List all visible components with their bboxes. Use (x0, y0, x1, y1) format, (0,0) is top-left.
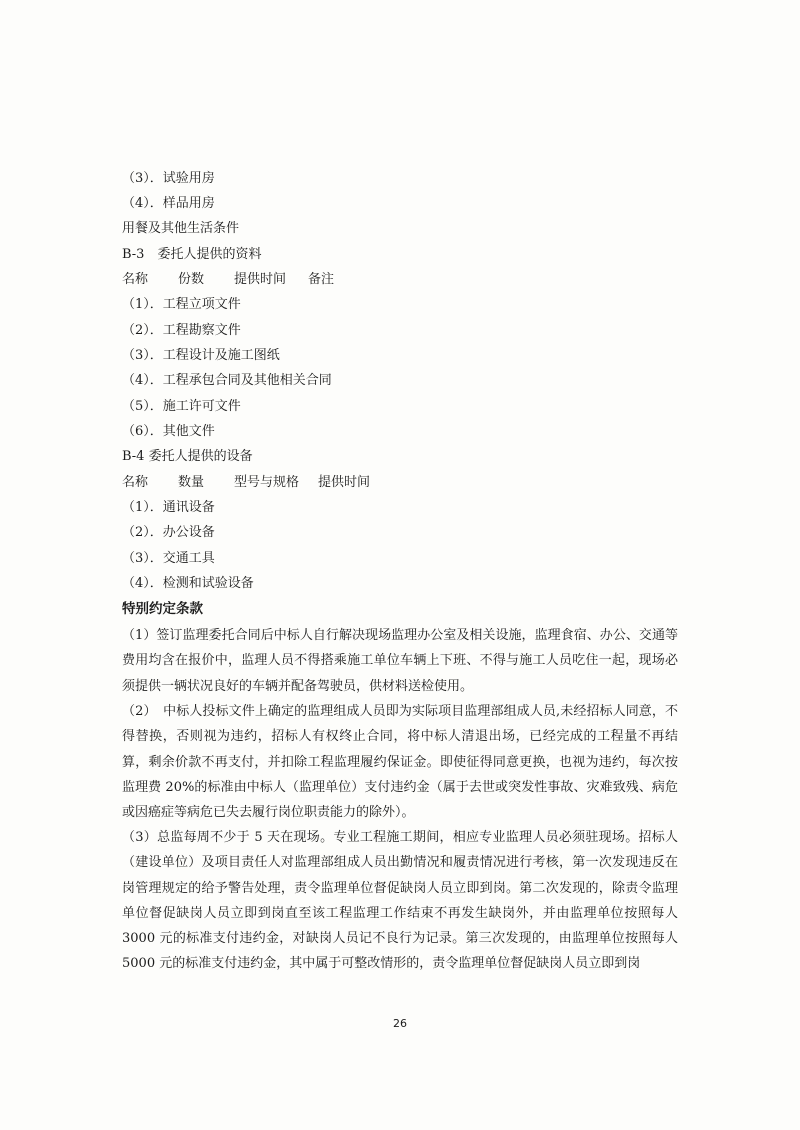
header-cell: 份数 (178, 272, 205, 287)
list-item: （3）．工程设计及施工图纸 (122, 348, 280, 363)
section-title-b3: B-3 委托人提供的资料 (122, 247, 262, 262)
list-item: （1）．通讯设备 (122, 500, 215, 515)
header-cell: 型号与规格 (234, 475, 300, 490)
page-number: 26 (393, 1017, 407, 1030)
paragraph-2: （2） 中标人投标文件上确定的监理组成人员即为实际项目监理部组成人员,未经招标人同意，不得替换，否则视为违约，招标人有权终止合同，将中标人清退出场，已经完成的工程量不再结算，剩余价款不再支付，并扣除工程监理履约保证金。即使征得同意更换，也视为违约，每次按监理费 20%的标准由中标人（监理单位）支付违约金（属于去世或突发性事故、灾难致残、病危或因癌症等病危已失去履行岗位职责能力的除外）。 (122, 704, 678, 821)
list-item: （4）．检测和试验设备 (122, 576, 254, 591)
list-item: （4）．工程承包合同及其他相关合同 (122, 373, 332, 388)
table-header-b4 (122, 473, 370, 493)
text-line-trial-room: （3）．试验用房 (122, 171, 215, 186)
header-cell: 提供时间 (318, 475, 371, 490)
header-cell: 数量 (178, 475, 205, 490)
list-item: （5）．施工许可文件 (122, 399, 241, 414)
list-item: （2）．工程勘察文件 (122, 323, 241, 338)
list-item: （6）．其他文件 (122, 424, 215, 439)
text-line-meals: 用餐及其他生活条件 (122, 221, 240, 236)
paragraph-1: （1）签订监理委托合同后中标人自行解决现场监理办公室及相关设施，监理食宿、办公、交通等费用均含在报价中，监理人员不得搭乘施工单位车辆上下班、不得与施工人员吃住一起，现场必须提供一辆状况良好的车辆并配备驾驶员，供材料送检使用。 (122, 628, 678, 694)
list-item: （2）．办公设备 (122, 525, 215, 540)
table-header-b3 (122, 270, 334, 290)
header-cell: 备注 (308, 272, 335, 287)
header-cell: 名称 (122, 272, 149, 287)
header-cell: 提供时间 (234, 272, 287, 287)
list-item: （3）．交通工具 (122, 551, 215, 566)
header-cell: 名称 (122, 475, 149, 490)
section-title-b4: B-4 委托人提供的设备 (122, 449, 253, 464)
text-line-sample-room: （4）．样品用房 (122, 196, 215, 211)
list-item: （1）．工程立项文件 (122, 297, 241, 312)
special-terms-heading: 特别约定条款 (122, 601, 203, 617)
paragraph-3: （3）总监每周不少于 5 天在现场。专业工程施工期间，相应专业监理人员必须驻现场。招标人（建设单位）及项目责任人对监理部组成人员出勤情况和履责情况进行考核，第一次发现违反在岗管理规定的给予警告处理，责令监理单位督促缺岗人员立即到岗。第二次发现的，除责令监理单位督促缺岗人员立即到岗直至该工程监理工作结束不再发生缺岗外，并由监理单位按照每人 3000 元的标准支付违约金，对缺岗人员记不良行为记录。第三次发现的，由监理单位按照每人 5000 元的标准支付违约金，其中属于可整改情形的，责令监理单位督促缺岗人员立即到岗 (122, 830, 678, 972)
